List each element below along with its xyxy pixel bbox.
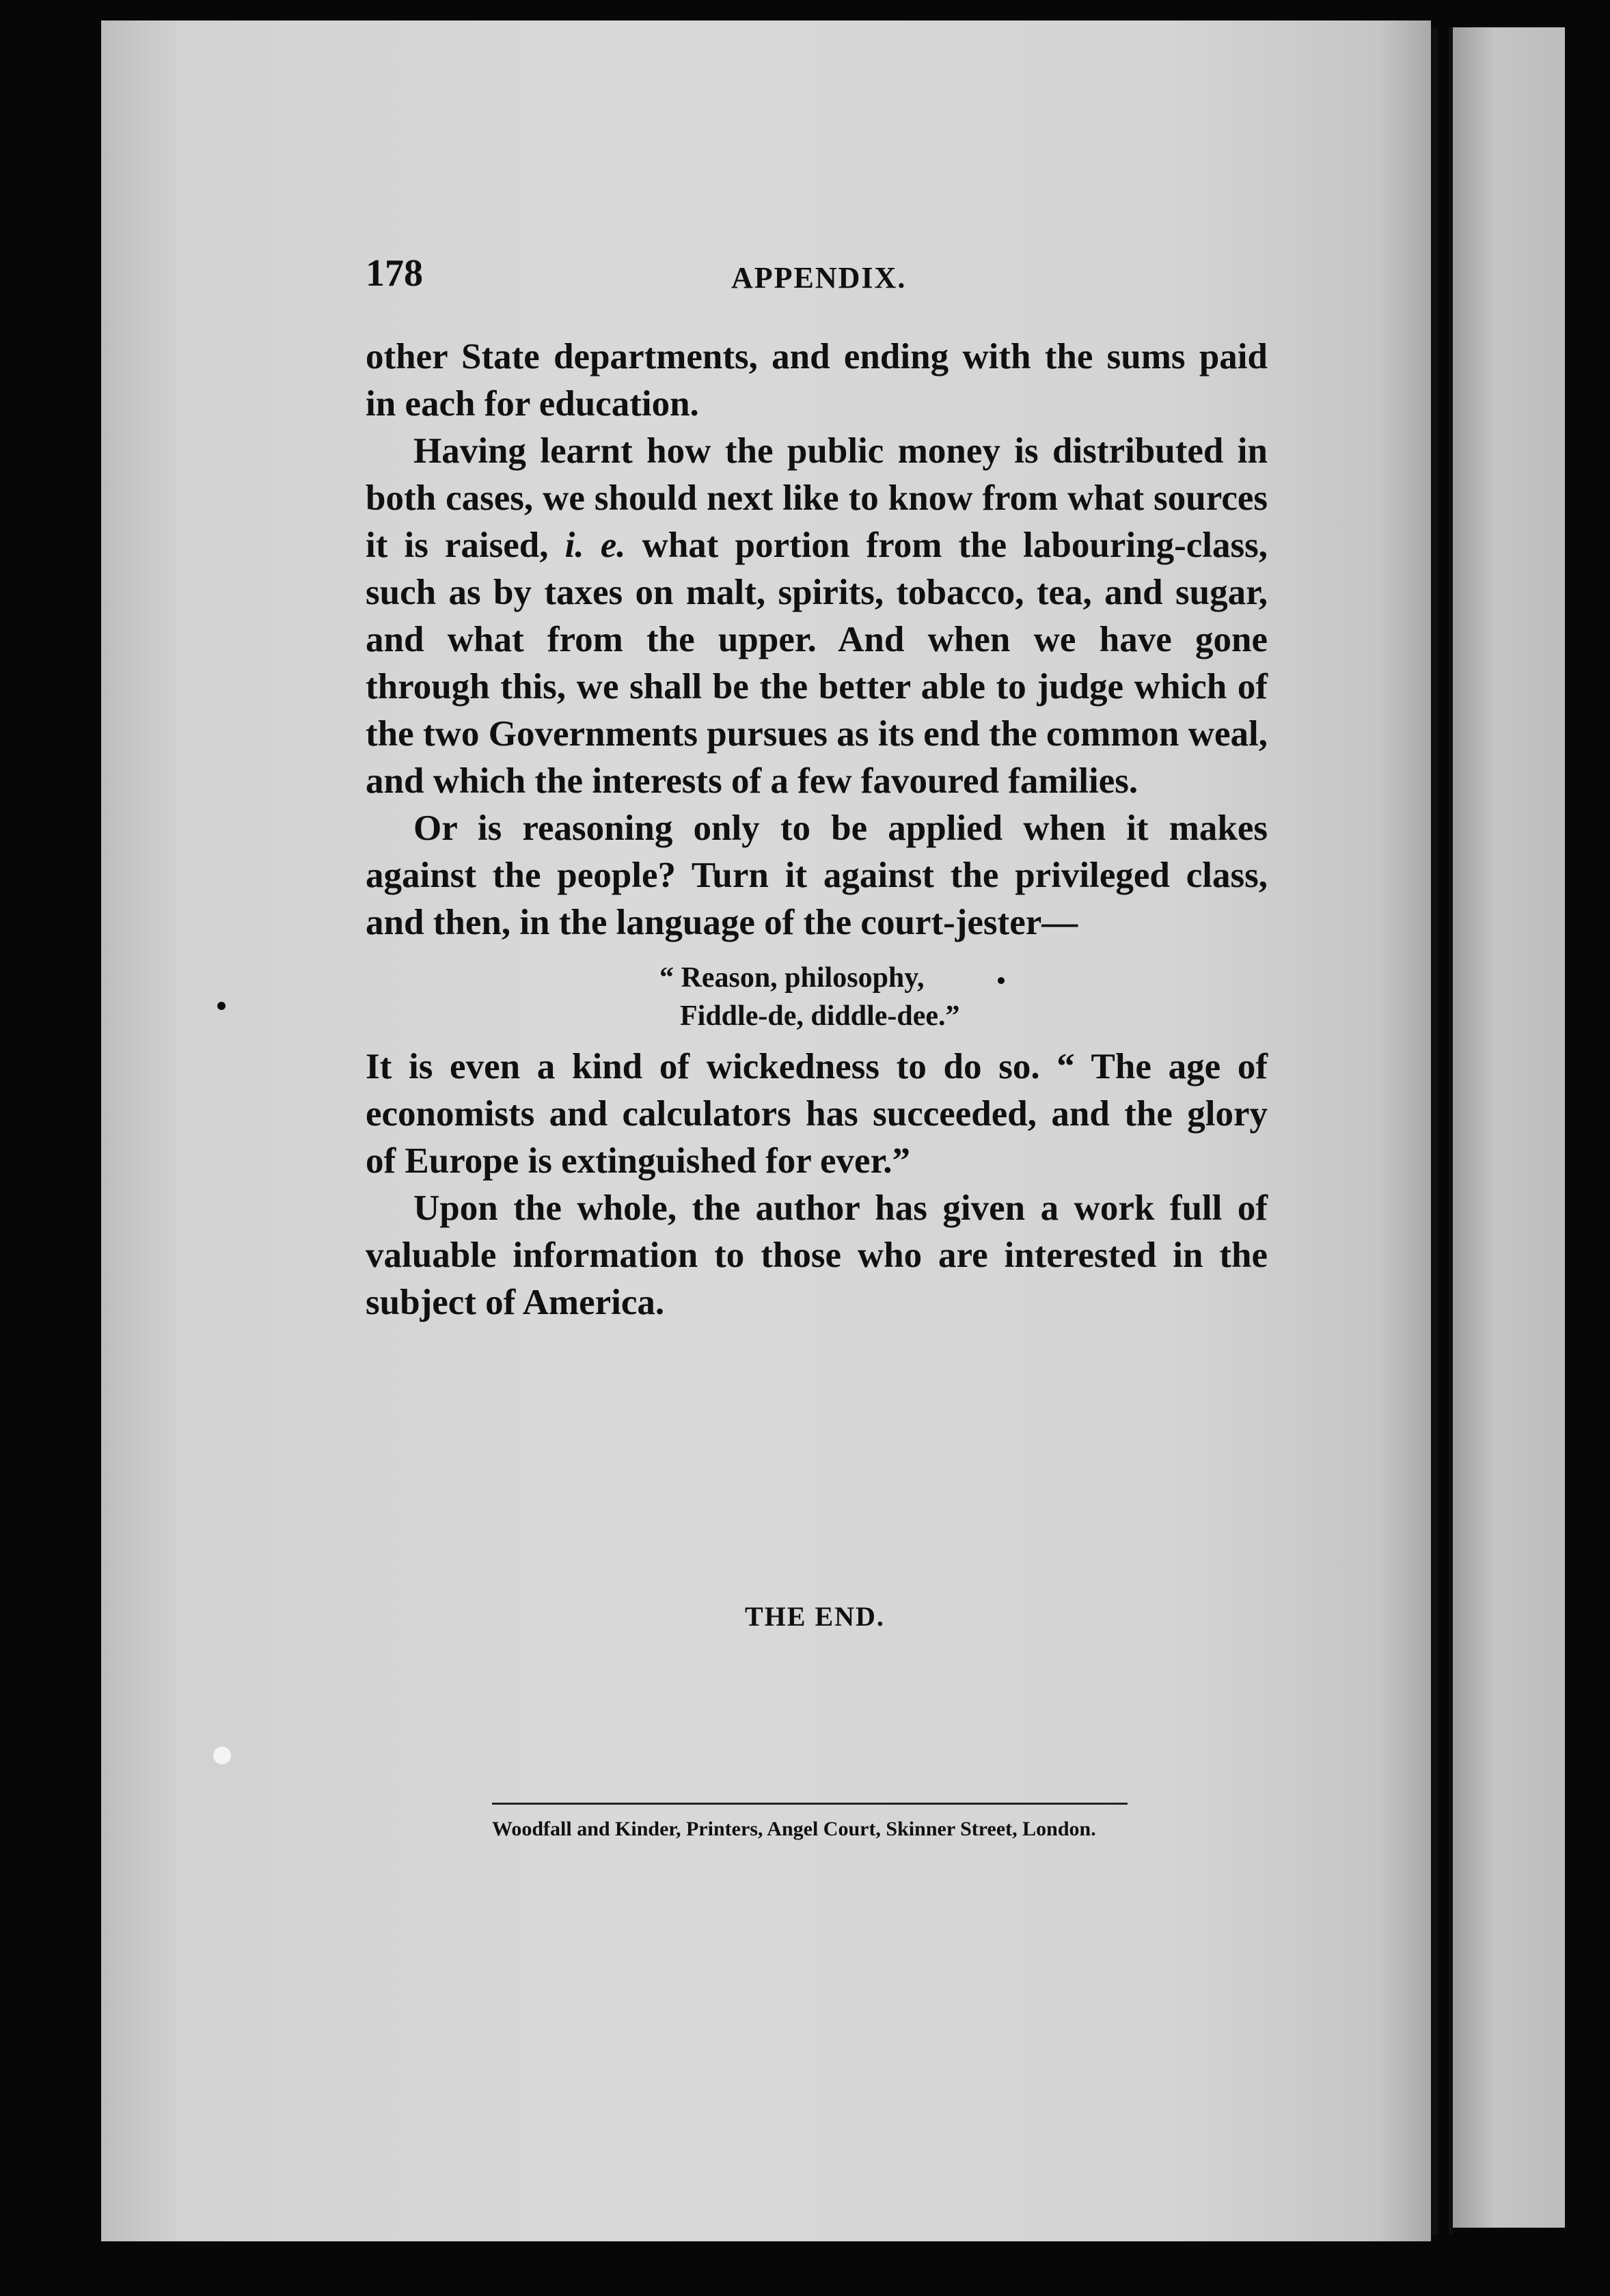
imprint-rule — [492, 1803, 1128, 1805]
paragraph: Upon the whole, the author has given a work full of valuable information to those who are interested in the subject of America. — [366, 1188, 1268, 1322]
body-text — [366, 333, 1268, 1326]
ink-speck — [217, 1002, 226, 1010]
running-head: APPENDIX. — [731, 261, 907, 295]
facing-page-border — [1449, 27, 1453, 2234]
italic-abbreviation: i. e. — [564, 525, 626, 565]
quote-line: “ Reason, philosophy, — [659, 962, 925, 994]
paper-blemish — [213, 1747, 231, 1764]
page-number: 178 — [366, 252, 423, 295]
page-gutter — [1431, 27, 1438, 2234]
paragraph: other State departments, and ending with the sums paid in each for education. — [366, 337, 1268, 424]
verse-quote — [366, 959, 1268, 1035]
quote-line: Fiddle-de, diddle-dee.” — [680, 1000, 960, 1032]
paragraph-text: Having learnt how the public money is distributed in both cases, we should next like to know from what sources it is raised, — [366, 431, 1268, 565]
ink-speck — [998, 977, 1005, 984]
end-mark: THE END. — [745, 1601, 885, 1632]
printer-imprint: Woodfall and Kinder, Printers, Angel Court, Skinner Street, London. — [492, 1818, 1096, 1840]
facing-page-edge — [1449, 27, 1565, 2228]
paragraph: It is even a kind of wickedness to do so. “ The age of economists and calculators has succeeded, and the glory of Europe is extinguished for ever.” — [366, 1047, 1268, 1181]
paragraph-text: what portion from the labouring-class, such as by taxes on malt, spirits, tobacco, tea, and sugar, and what from the upper. And when we have gone through this, we shall be the better able to judge which of the two Governments pursues as its end the common weal, and which the interests of a few favoured families. — [366, 525, 1268, 801]
paragraph — [366, 428, 1268, 805]
paragraph: Or is reasoning only to be applied when it makes against the people? Turn it against the privileged class, and then, in the language of the court-jester— — [366, 808, 1268, 942]
